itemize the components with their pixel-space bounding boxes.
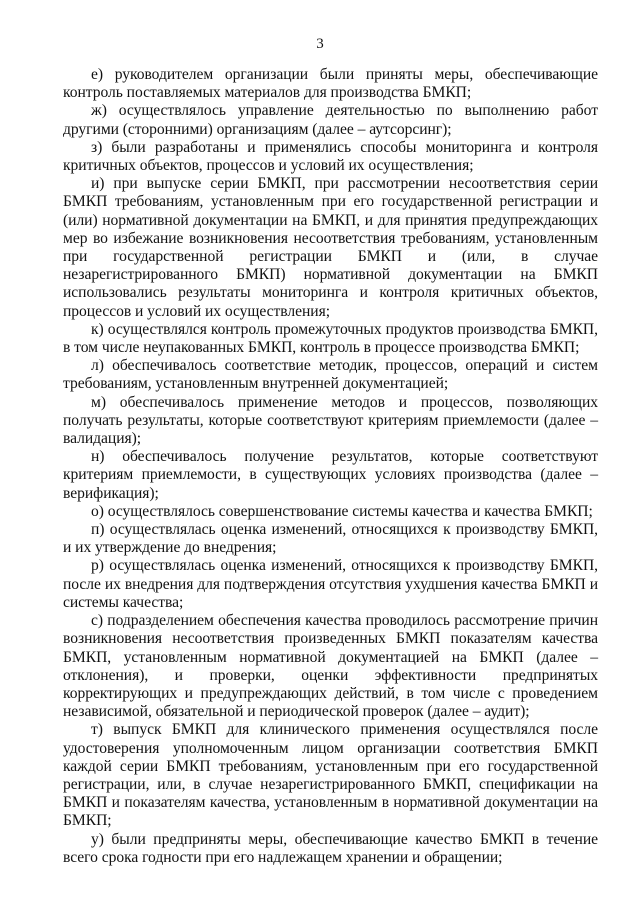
paragraph-l: л) обеспечивалось соответствие методик, процессов, операций и систем требованиям, установленным внутренней документацией; [63,357,598,393]
page-number: 3 [316,36,324,52]
paragraph-i: и) при выпуске серии БМКП, при рассмотрении несоответствия серии БМКП требованиям, установленным при его государственной регистрации и (или) нормативной документации на БМКП, и для принятия предупреждающих мер во избежание возникновения несоответствия требованиям, установленным при государственной регистрации БМКП и (или, в случае незарегистрированного БМКП) нормативной документации на БМКП использовались результаты мониторинга и контроля критичных объектов, процессов и условий их осуществления; [63,175,598,320]
paragraph-r: р) осуществлялась оценка изменений, относящихся к производству БМКП, после их внедрения для подтверждения отсутствия ухудшения качества БМКП и системы качества; [63,557,598,611]
paragraph-p: п) осуществлялась оценка изменений, относящихся к производству БМКП, и их утверждение до внедрения; [63,521,598,557]
paragraph-n: н) обеспечивалось получение результатов, которые соответствуют критериям приемлемости, в существующих условиях производства (далее – верификация); [63,448,598,502]
paragraph-s: с) подразделением обеспечения качества проводилось рассмотрение причин возникновения несоответствия произведенных БМКП показателям качества БМКП, установленным нормативной документацией на БМКП (далее – отклонения), и проверки, оценки эффективности предпринятых корректирующих и предупреждающих действий, в том числе с проведением независимой, обязательной и периодической проверок (далее – аудит); [63,612,598,721]
paragraph-u: у) были предприняты меры, обеспечивающие качество БМКП в течение всего срока годности при его надлежащем хранении и обращении; [63,830,598,866]
paragraph-zh: ж) осуществлялось управление деятельностью по выполнению работ другими (сторонними) организациям (далее – аутсорсинг); [63,102,598,138]
paragraph-t: т) выпуск БМКП для клинического применения осуществлялся после удостоверения уполномоченным лицом организации соответствия БМКП каждой серии БМКП требованиям, установленным при его государственной регистрации, или, в случае незарегистрированного БМКП, спецификации на БМКП и показателям качества, установленным в нормативной документации на БМКП; [63,721,598,830]
document-body [63,66,598,867]
paragraph-z: з) были разработаны и применялись способы мониторинга и контроля критичных объектов, процессов и условий их осуществления; [63,138,598,175]
paragraph-k: к) осуществлялся контроль промежуточных продуктов производства БМКП, в том числе неупакованных БМКП, контроль в процессе производства БМКП; [63,320,598,357]
paragraph-o: о) осуществлялось совершенствование системы качества и качества БМКП; [91,502,593,520]
paragraph-m: м) обеспечивалось применение методов и процессов, позволяющих получать результаты, которые соответствуют критериям приемлемости (далее – валидация); [63,393,598,448]
paragraph-e: е) руководителем организации были приняты меры, обеспечивающие контроль поставляемых материалов для производства БМКП; [63,66,598,102]
